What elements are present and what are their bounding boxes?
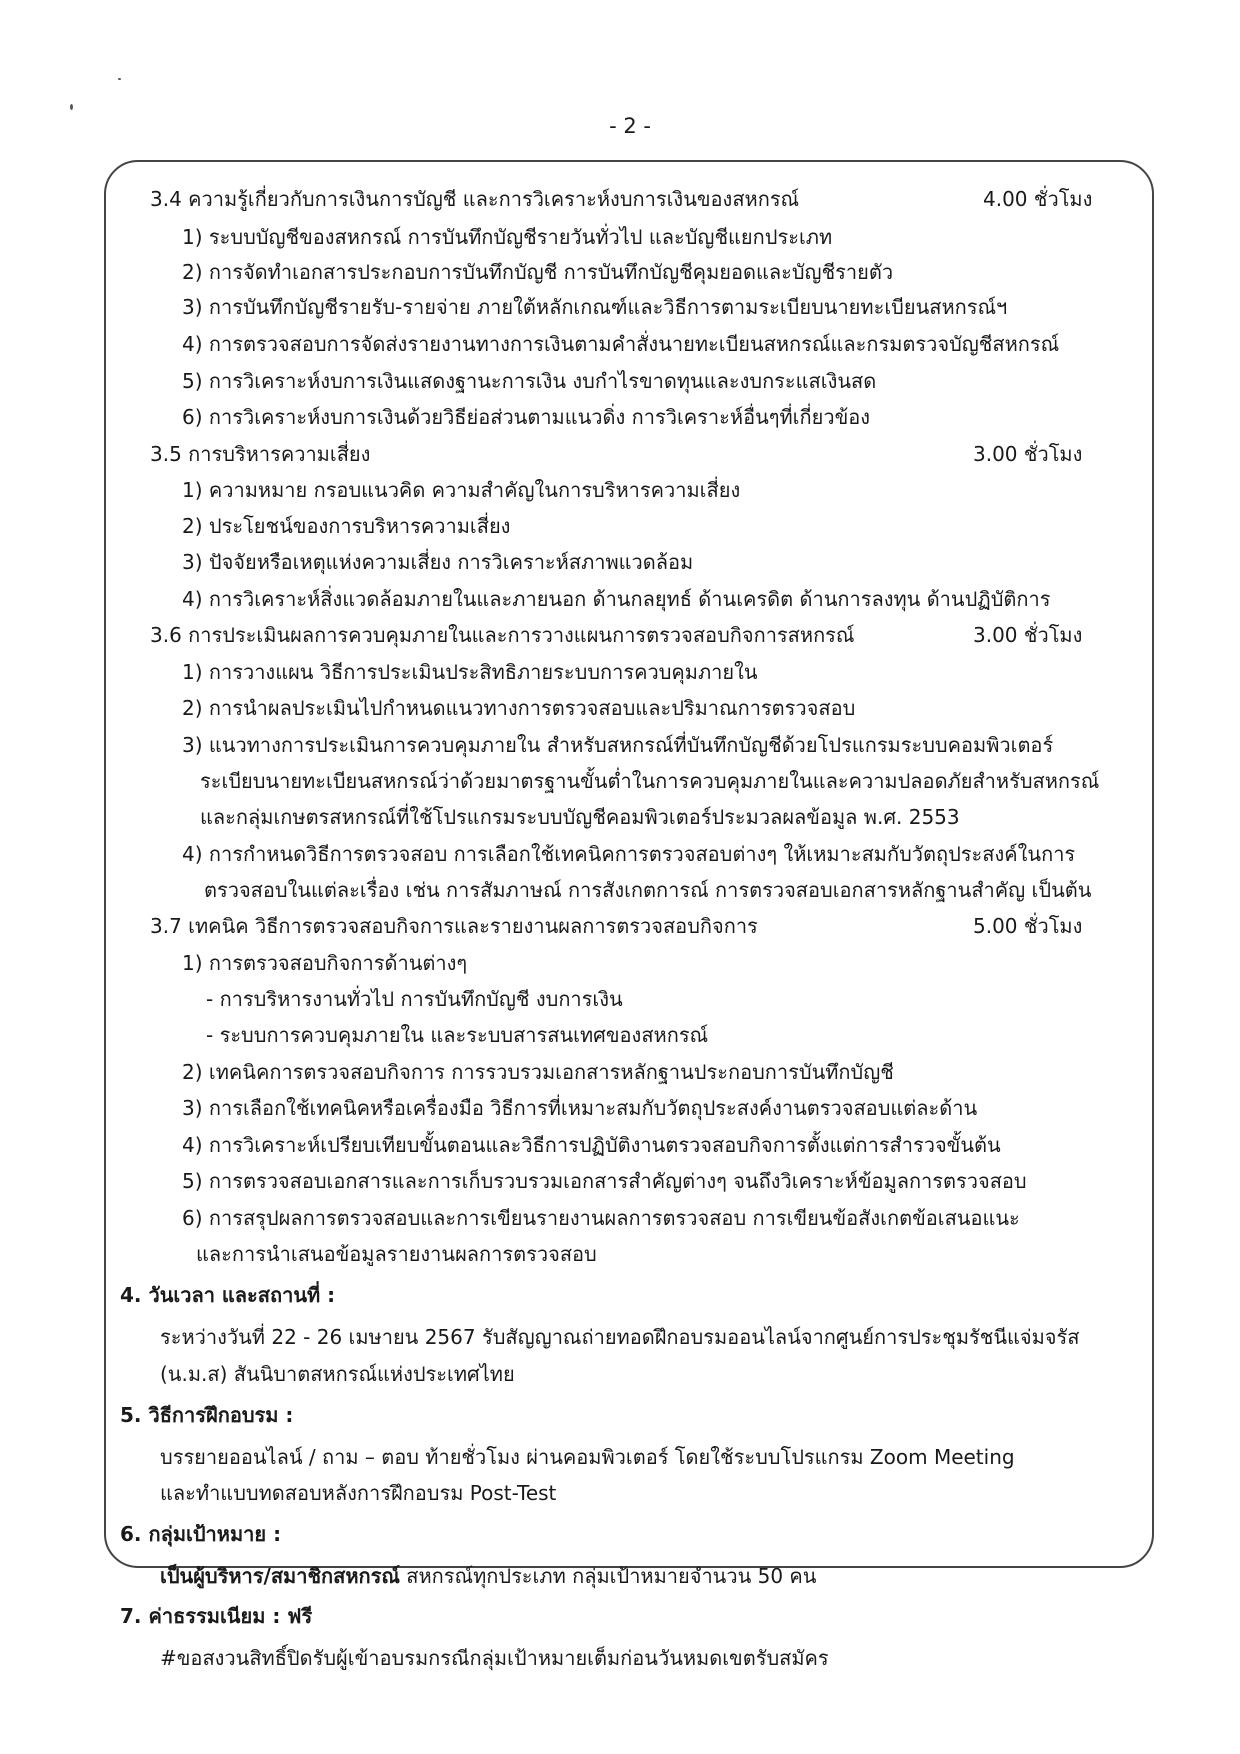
paragraph-line: (น.ม.ส) สันนิบาตสหกรณ์แห่งประเทศไทย — [160, 1362, 515, 1386]
paragraph-line — [160, 1561, 816, 1591]
list-item: 6) การวิเคราะห์งบการเงินด้วยวิธีย่อส่วนตามแนวดิ่ง การวิเคราะห์อื่นๆที่เกี่ยวข้อง — [182, 405, 871, 429]
list-item: 3) ปัจจัยหรือเหตุแห่งความเสี่ยง การวิเคราะห์สภาพแวดล้อม — [182, 550, 694, 574]
section-3-6-title: 3.6 การประเมินผลการควบคุมภายในและการวางแผนการตรวจสอบกิจการสหกรณ์ — [150, 623, 855, 647]
target-group-rest: สหกรณ์ทุกประเภท กลุ่มเป้าหมายจำนวน 50 คน — [399, 1564, 817, 1588]
paragraph-line: ระหว่างวันที่ 22 - 26 เมษายน 2567 รับสัญญาณถ่ายทอดฝึกอบรมออนไลน์จากศูนย์การประชุมรัชนีแจ่มจรัส — [160, 1325, 1080, 1349]
section-3-4-hours: 4.00 ชั่วโมง — [983, 187, 1093, 211]
list-item: 4) การกำหนดวิธีการตรวจสอบ การเลือกใช้เทคนิคการตรวจสอบต่างๆ ให้เหมาะสมกับวัตถุประสงค์ในการ — [182, 842, 1076, 866]
list-item-continuation: ระเบียบนายทะเบียนสหกรณ์ว่าด้วยมาตรฐานขั้นต่ำในการควบคุมภายในและความปลอดภัยสำหรับสหกรณ์ — [200, 769, 1100, 793]
list-item: 2) เทคนิคการตรวจสอบกิจการ การรวบรวมเอกสารหลักฐานประกอบการบันทึกบัญชี — [182, 1060, 894, 1084]
list-item: 2) การนำผลประเมินไปกำหนดแนวทางการตรวจสอบและปริมาณการตรวจสอบ — [182, 696, 856, 720]
section-6-heading: 6. กลุ่มเป้าหมาย : — [120, 1522, 282, 1546]
list-item: 1) ระบบบัญชีของสหกรณ์ การบันทึกบัญชีรายวันทั่วไป และบัญชีแยกประเภท — [182, 225, 833, 249]
section-3-5-title: 3.5 การบริหารความเสี่ยง — [150, 442, 371, 466]
section-3-7-hours: 5.00 ชั่วโมง — [973, 914, 1083, 938]
section-3-4-title: 3.4 ความรู้เกี่ยวกับการเงินการบัญชี และการวิเคราะห์งบการเงินของสหกรณ์ — [150, 187, 800, 211]
section-5-heading: 5. วิธีการฝึกอบรม : — [120, 1403, 294, 1427]
list-item: 1) การตรวจสอบกิจการด้านต่างๆ — [182, 951, 468, 975]
list-item: 1) ความหมาย กรอบแนวคิด ความสำคัญในการบริหารความเสี่ยง — [182, 478, 741, 502]
list-item: 4) การตรวจสอบการจัดส่งรายงานทางการเงินตามคำสั่งนายทะเบียนสหกรณ์และกรมตรวจบัญชีสหกรณ์ — [182, 332, 1060, 356]
page-number: - 2 - — [609, 114, 651, 138]
list-item-continuation: และกลุ่มเกษตรสหกรณ์ที่ใช้โปรแกรมระบบบัญชีคอมพิวเตอร์ประมวลผลข้อมูล พ.ศ. 2553 — [200, 805, 960, 829]
list-item: 5) การวิเคราะห์งบการเงินแสดงฐานะการเงิน งบกำไรขาดทุนและงบกระแสเงินสด — [182, 369, 877, 393]
list-item: 2) ประโยชน์ของการบริหารความเสี่ยง — [182, 514, 511, 538]
scan-speck — [118, 78, 121, 80]
list-item: 5) การตรวจสอบเอกสารและการเก็บรวบรวมเอกสารสำคัญต่างๆ จนถึงวิเคราะห์ข้อมูลการตรวจสอบ — [182, 1169, 1027, 1193]
paragraph-line: บรรยายออนไลน์ / ถาม – ตอบ ท้ายชั่วโมง ผ่านคอมพิวเตอร์ โดยใช้ระบบโปรแกรม Zoom Meeting — [160, 1445, 1015, 1469]
note-line: #ขอสงวนสิทธิ์ปิดรับผู้เข้าอบรมกรณีกลุ่มเป้าหมายเต็มก่อนวันหมดเขตรับสมัคร — [160, 1646, 829, 1670]
sub-list-item: - การบริหารงานทั่วไป การบันทึกบัญชี งบการเงิน — [206, 987, 623, 1011]
list-item-continuation: ตรวจสอบในแต่ละเรื่อง เช่น การสัมภาษณ์ การสังเกตการณ์ การตรวจสอบเอกสารหลักฐานสำคัญ เป็นต้น — [204, 878, 1092, 902]
list-item: 4) การวิเคราะห์เปรียบเทียบขั้นตอนและวิธีการปฏิบัติงานตรวจสอบกิจการตั้งแต่การสำรวจขั้นต้น — [182, 1133, 1001, 1157]
section-3-5-hours: 3.00 ชั่วโมง — [973, 442, 1083, 466]
list-item: 3) การเลือกใช้เทคนิคหรือเครื่องมือ วิธีการที่เหมาะสมกับวัตถุประสงค์งานตรวจสอบแต่ละด้าน — [182, 1096, 978, 1120]
section-4-heading: 4. วันเวลา และสถานที่ : — [120, 1283, 336, 1307]
list-item: 2) การจัดทำเอกสารประกอบการบันทึกบัญชี การบันทึกบัญชีคุมยอดและบัญชีรายตัว — [182, 260, 894, 284]
list-item-continuation: และการนำเสนอข้อมูลรายงานผลการตรวจสอบ — [196, 1242, 597, 1266]
list-item: 6) การสรุปผลการตรวจสอบและการเขียนรายงานผลการตรวจสอบ การเขียนข้อสังเกตข้อเสนอแนะ — [182, 1206, 1020, 1230]
sub-list-item: - ระบบการควบคุมภายใน และระบบสารสนเทศของสหกรณ์ — [206, 1023, 709, 1047]
list-item: 4) การวิเคราะห์สิ่งแวดล้อมภายในและภายนอก ด้านกลยุทธ์ ด้านเครดิต ด้านการลงทุน ด้านปฏิบัติการ — [182, 587, 1051, 611]
target-group-bold: เป็นผู้บริหาร/สมาชิกสหกรณ์ — [160, 1564, 400, 1588]
section-3-7-title: 3.7 เทคนิค วิธีการตรวจสอบกิจการและรายงานผลการตรวจสอบกิจการ — [150, 914, 758, 938]
scan-speck — [70, 104, 73, 110]
list-item: 1) การวางแผน วิธีการประเมินประสิทธิภายระบบการควบคุมภายใน — [182, 660, 758, 684]
list-item: 3) การบันทึกบัญชีรายรับ-รายจ่าย ภายใต้หลักเกณฑ์และวิธีการตามระเบียบนายทะเบียนสหกรณ์ฯ — [182, 295, 1008, 319]
list-item: 3) แนวทางการประเมินการควบคุมภายใน สำหรับสหกรณ์ที่บันทึกบัญชีด้วยโปรแกรมระบบคอมพิวเตอร์ — [182, 733, 1054, 757]
section-3-6-hours: 3.00 ชั่วโมง — [973, 623, 1083, 647]
section-7-heading: 7. ค่าธรรมเนียม : ฟรี — [120, 1604, 313, 1628]
paragraph-line: และทำแบบทดสอบหลังการฝึกอบรม Post-Test — [160, 1481, 557, 1505]
